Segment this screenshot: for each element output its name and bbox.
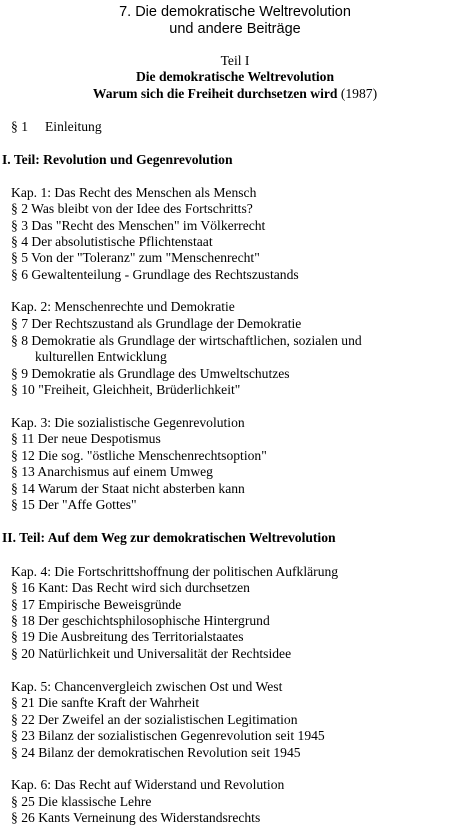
toc-entry: § 19 Die Ausbreitung des Territorialstaates [11, 629, 244, 644]
section-heading-teil1: I. Teil: Revolution und Gegenrevolution [2, 152, 233, 167]
toc-entry-number: § 1 [11, 119, 28, 134]
part-label: Teil I [220, 53, 250, 68]
toc-entry-text: Einleitung [45, 119, 102, 134]
chapter-heading-kap3: Kap. 3: Die sozialistische Gegenrevolution [11, 415, 245, 430]
document-title-line1: 7. Die demokratische Weltrevolution [119, 4, 351, 20]
document-title-line2: und andere Beiträge [169, 21, 301, 37]
toc-entry: § 9 Demokratie als Grundlage des Umweltschutzes [11, 366, 290, 381]
toc-entry-intro [11, 118, 102, 135]
toc-entry: § 17 Empirische Beweisgründe [11, 597, 182, 612]
chapter-heading-kap1: Kap. 1: Das Recht des Menschen als Mensch [11, 185, 257, 200]
toc-entry: § 16 Kant: Das Recht wird sich durchsetzen [11, 580, 250, 595]
toc-entry: § 20 Natürlichkeit und Universalität der Rechtsidee [11, 646, 292, 661]
chapter-heading-kap2: Kap. 2: Menschenrechte und Demokratie [11, 299, 235, 314]
toc-entry: § 5 Von der "Toleranz" zum "Menschenrecht" [11, 250, 260, 265]
toc-entry: § 10 "Freiheit, Gleichheit, Brüderlichkeit" [11, 382, 241, 397]
chapter-heading-kap4: Kap. 4: Die Fortschrittshoffnung der politischen Aufklärung [11, 564, 339, 579]
toc-entry: § 14 Warum der Staat nicht absterben kann [11, 481, 245, 496]
part-subtitle-year: (1987) [337, 86, 378, 101]
toc-entry: § 8 Demokratie als Grundlage der wirtschaftlichen, sozialen und [11, 333, 362, 348]
chapter-heading-kap5: Kap. 5: Chancenvergleich zwischen Ost und West [11, 679, 283, 694]
toc-entry: § 22 Der Zweifel an der sozialistischen Legitimation [11, 712, 298, 727]
toc-entry: § 15 Der "Affe Gottes" [11, 497, 137, 512]
toc-entry: § 2 Was bleibt von der Idee des Fortschritts? [11, 201, 253, 216]
toc-entry-continuation: kulturellen Entwicklung [35, 349, 167, 364]
part-subtitle-text: Warum sich die Freiheit durchsetzen wird [92, 86, 338, 101]
toc-entry: § 23 Bilanz der sozialistischen Gegenrevolution seit 1945 [11, 728, 325, 743]
part-subtitle [0, 85, 470, 102]
toc-entry: § 21 Die sanfte Kraft der Wahrheit [11, 695, 200, 710]
toc-entry: § 3 Das "Recht des Menschen" im Völkerrecht [11, 218, 266, 233]
toc-entry: § 13 Anarchismus auf einem Umweg [11, 464, 213, 479]
toc-entry: § 7 Der Rechtszustand als Grundlage der Demokratie [11, 316, 302, 331]
toc-entry: § 4 Der absolutistische Pflichtenstaat [11, 234, 213, 249]
chapter-heading-kap6: Kap. 6: Das Recht auf Widerstand und Revolution [11, 777, 285, 792]
toc-entry: § 18 Der geschichtsphilosophische Hintergrund [11, 613, 270, 628]
toc-entry: § 11 Der neue Despotismus [11, 431, 161, 446]
toc-entry: § 24 Bilanz der demokratischen Revolution seit 1945 [11, 745, 301, 760]
toc-entry: § 6 Gewaltenteilung - Grundlage des Rechtszustands [11, 267, 299, 282]
section-heading-teil2: II. Teil: Auf dem Weg zur demokratischen Weltrevolution [2, 530, 336, 545]
toc-entry: § 25 Die klassische Lehre [11, 794, 152, 809]
toc-entry: § 12 Die sog. "östliche Menschenrechtsoption" [11, 448, 267, 463]
part-title: Die demokratische Weltrevolution [135, 69, 335, 84]
toc-entry: § 26 Kants Verneinung des Widerstandsrechts [11, 810, 261, 825]
